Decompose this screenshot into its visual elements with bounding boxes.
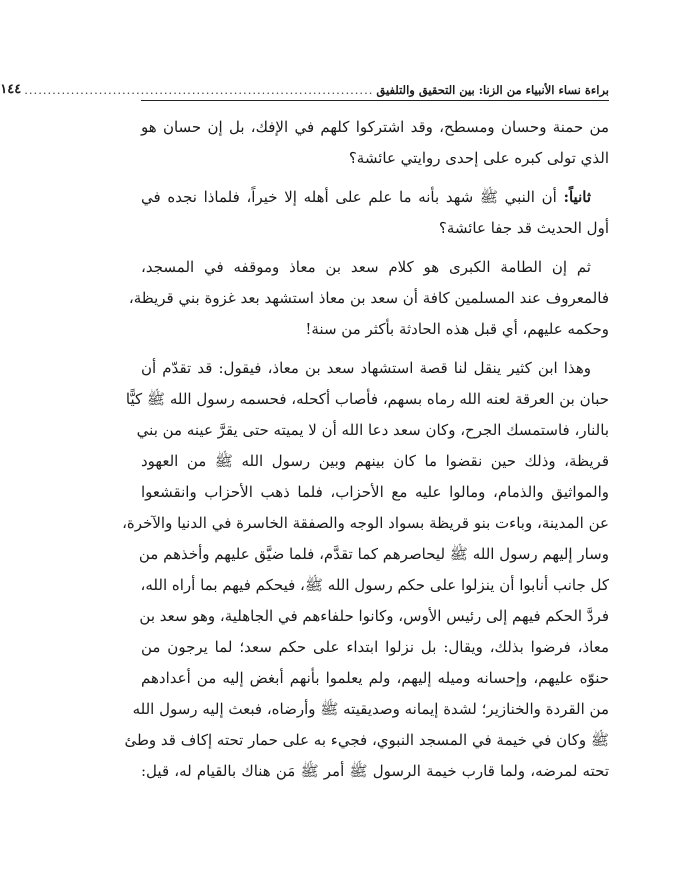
text-line: ثم إن الطامة الكبرى هو كلام سعد بن معاذ وموقفه في المسجد، (141, 258, 591, 276)
text-line: ﷺ وكان في خيمة في المسجد النبوي، فجيء به على حمار تحته إكاف قد وطئ (124, 731, 609, 749)
text-line: وحكمه عليهم، أي قبل هذه الحادثة بأكثر من سنة! (305, 320, 609, 338)
text-line: من حمنة وحسان ومسطح، وقد اشتركوا كلهم في الإفك، بل إن حسان هو (141, 118, 609, 136)
text-line: حبان بن العرقة لعنه الله رماه بسهم، فأصاب أكحله، فحسمه رسول الله ﷺ كيًّا (125, 390, 609, 408)
text-line (141, 182, 609, 213)
text-line-content: أن النبي ﷺ شهد بأنه ما علم على أهله إلا خيراً، فلماذا نجده في (141, 188, 564, 206)
running-header (0, 78, 609, 101)
text-line: فالمعروف عند المسلمين كافة أن سعد بن معاذ استشهد بعد غزوة بني قريظة، (128, 289, 609, 307)
text-line: أول الحديث قد جفا عائشة؟ (438, 219, 609, 237)
text-line: والمواثيق والذمام، ومالوا عليه مع الأحزاب، فلما ذهب الأحزاب وانقشعوا (141, 483, 609, 501)
text-line: كل جانب أنابوا أن ينزلوا على حكم رسول الله ﷺ، فيحكم فيهم بما أراه الله، (140, 576, 609, 594)
text-line: وسار إليهم رسول الله ﷺ ليحاصرهم كما تقدَّم، فلما ضيَّق عليهم وأخذهم من (138, 545, 609, 563)
running-header-title: براءة نساء الأنبياء من الزنا: بين التحقيق والتلفيق (376, 83, 609, 97)
page-number: ١٤٤ (0, 82, 22, 97)
text-line: تحته لمرضه، ولما قارب خيمة الرسول ﷺ أمر ﷺ مَن هناك بالقيام له، قيل: (141, 762, 609, 780)
text-line: فردَّ الحكم فيهم إلى رئيس الأوس، وكانوا حلفاءهم في الجاهلية، وهو سعد بن (139, 607, 609, 625)
text-line: الذي تولى كبره على إحدى روايتي عائشة؟ (348, 149, 609, 167)
text-line: قريظة، وذلك حين نقضوا ما كان بينهم وبين رسول الله ﷺ من العهود (141, 452, 609, 470)
text-line: من القردة والخنازير؛ لشدة إيمانه وصديقيته ﷺ وأرضاه، فبعث إليه رسول الله (132, 700, 609, 718)
text-line: وهذا ابن كثير ينقل لنا قصة استشهاد سعد بن معاذ، فيقول: قد تقدّم أن (141, 359, 591, 377)
text-line: بالنار، فاستمسك الجرح، وكان سعد دعا الله أن لا يميته حتى يقرَّ عينه من بني (136, 421, 609, 439)
running-header-leader-dots: ........................................................................... (24, 83, 374, 97)
body-text (122, 112, 609, 787)
section-lead: ثانياً: (563, 188, 591, 206)
text-line: حنوّه عليهم، وإحسانه وميله إليهم، ولم يعلموا بأنهم أبغض إليه من أعدادهم (141, 669, 609, 687)
text-line: معاذ، فرضوا بذلك، ويقال: بل نزلوا ابتداء على حكم سعد؛ لما يرجون من (141, 638, 609, 656)
text-line: عن المدينة، وباءت بنو قريظة بسواد الوجه والصفقة الخاسرة في الدنيا والآخرة، (122, 514, 609, 532)
